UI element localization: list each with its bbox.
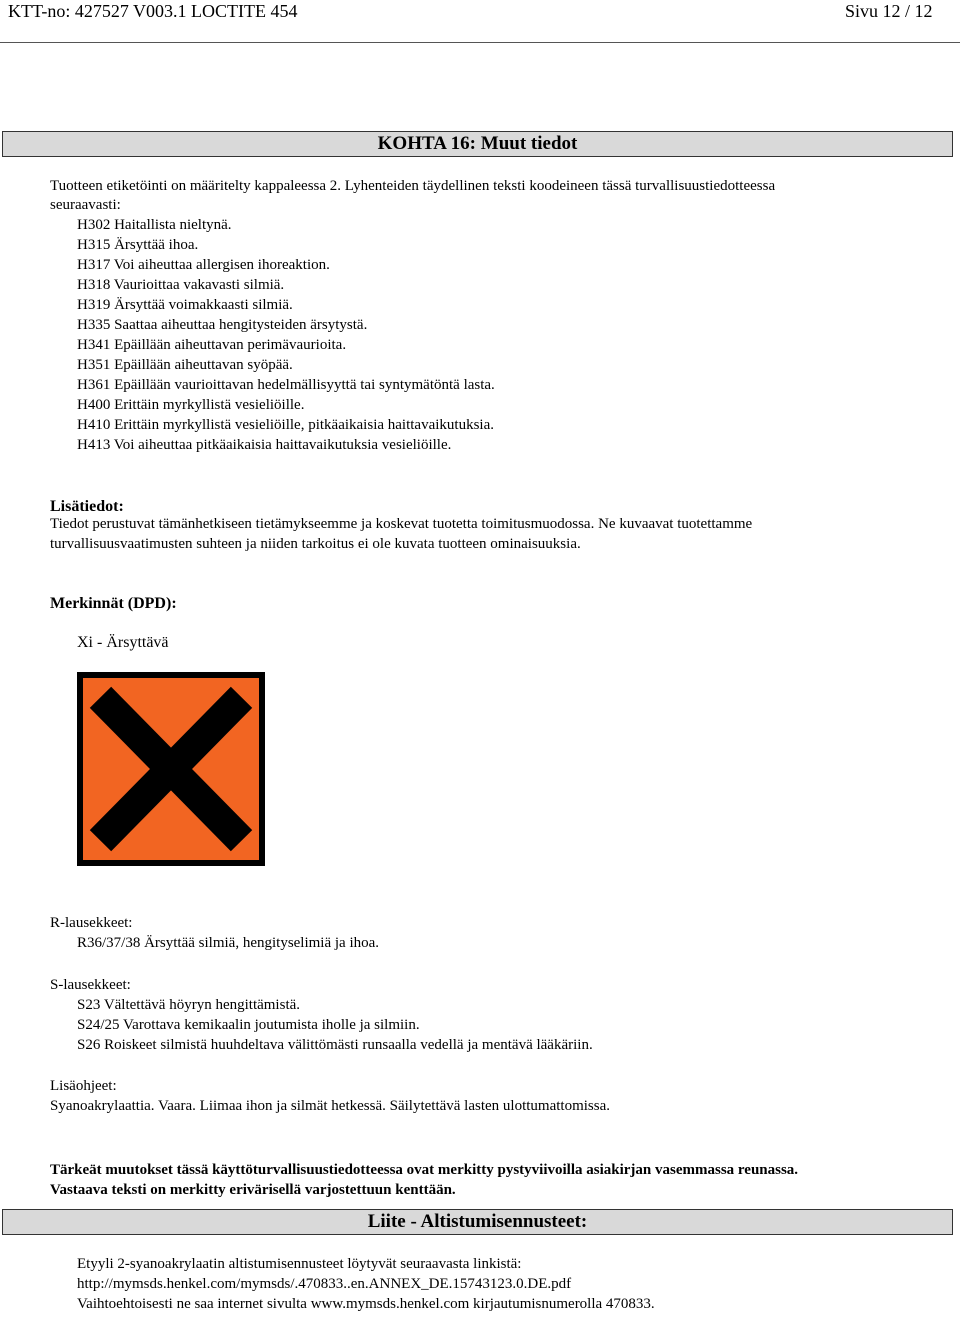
xi-irritant-cross-icon bbox=[83, 678, 259, 860]
s-phrase: S23 Vältettävä höyryn hengittämistä. bbox=[77, 997, 301, 1013]
annex-link[interactable]: http://mymsds.henkel.com/mymsds/.470833..en.ANNEX_DE.15743123.0.DE.pdf bbox=[77, 1276, 572, 1292]
r-phrases-heading: R-lausekkeet: bbox=[50, 915, 133, 931]
s-phrase: S26 Roiskeet silmistä huuhdeltava välittömästi runsaalla vedellä ja mentävä lääkäriin. bbox=[77, 1037, 593, 1053]
lisaohjeet-heading: Lisäohjeet: bbox=[50, 1078, 117, 1094]
changes-note-line-1: Tärkeät muutokset tässä käyttöturvallisuustiedotteessa ovat merkitty pystyviivoilla asiakirjan vasemmassa reunassa. bbox=[50, 1162, 799, 1178]
xi-irritant-pictogram bbox=[77, 672, 265, 866]
liite-section-title: Liite - Altistumisennusteet: bbox=[2, 1209, 953, 1235]
h-statement: H302 Haitallista nieltynä. bbox=[77, 217, 232, 233]
h-statement: H410 Erittäin myrkyllistä vesieliöille, pitkäaikaisia haittavaikutuksia. bbox=[77, 417, 494, 433]
changes-note-line-2: Vastaava teksti on merkitty erivärisellä varjostettuun kenttään. bbox=[50, 1182, 456, 1198]
h-statement: H318 Vaurioittaa vakavasti silmiä. bbox=[77, 277, 285, 293]
h-statement: H315 Ärsyttää ihoa. bbox=[77, 237, 199, 253]
hazard-symbol-label: Xi - Ärsyttävä bbox=[77, 634, 169, 651]
section-16-intro-line-2: seuraavasti: bbox=[50, 197, 121, 213]
h-statement: H351 Epäillään aiheuttavan syöpää. bbox=[77, 357, 293, 373]
lisaohjeet-text: Syanoakrylaattia. Vaara. Liimaa ihon ja silmät hetkessä. Säilytettävä lasten ulottumattomissa. bbox=[50, 1098, 610, 1114]
h-statement: H400 Erittäin myrkyllistä vesieliöille. bbox=[77, 397, 305, 413]
r-phrase: R36/37/38 Ärsyttää silmiä, hengityselimiä ja ihoa. bbox=[77, 935, 380, 951]
h-statement: H317 Voi aiheuttaa allergisen ihoreaktion. bbox=[77, 257, 330, 273]
header-divider bbox=[0, 42, 960, 43]
h-statement: H413 Voi aiheuttaa pitkäaikaisia haittavaikutuksia vesieliöille. bbox=[77, 437, 452, 453]
lisatiedot-line-2: turvallisuusvaatimusten suhteen ja niiden tarkoitus ei ole kuvata tuotteen ominaisuuksia. bbox=[50, 536, 581, 552]
h-statement: H341 Epäillään aiheuttavan perimävaurioita. bbox=[77, 337, 347, 353]
h-statement: H319 Ärsyttää voimakkaasti silmiä. bbox=[77, 297, 293, 313]
page-number: Sivu 12 / 12 bbox=[845, 1, 933, 21]
s-phrases-heading: S-lausekkeet: bbox=[50, 977, 131, 993]
lisatiedot-line-1: Tiedot perustuvat tämänhetkiseen tietämykseemme ja koskevat tuotetta toimitusmuodossa. Ne kuvaavat tuotettamme bbox=[50, 516, 753, 532]
s-phrase: S24/25 Varottava kemikaalin joutumista iholle ja silmiin. bbox=[77, 1017, 420, 1033]
liite-line-3: Vaihtoehtoisesti ne saa internet sivulta www.mymsds.henkel.com kirjautumisnumerolla 470833. bbox=[77, 1296, 655, 1312]
document-header-id: KTT-no: 427527 V003.1 LOCTITE 454 bbox=[8, 1, 298, 21]
section-16-title: KOHTA 16: Muut tiedot bbox=[2, 131, 953, 157]
liite-line-1: Etyyli 2-syanoakrylaatin altistumisennusteet löytyvät seuraavasta linkistä: bbox=[77, 1256, 522, 1272]
merkinnat-heading: Merkinnät (DPD): bbox=[50, 595, 177, 612]
section-16-intro-line-1: Tuotteen etiketöinti on määritelty kappaleessa 2. Lyhenteiden täydellinen teksti koodeineen tässä turvallisuustiedotteessa bbox=[50, 178, 776, 194]
lisatiedot-heading: Lisätiedot: bbox=[50, 498, 124, 515]
h-statement: H335 Saattaa aiheuttaa hengitysteiden ärsytystä. bbox=[77, 317, 368, 333]
h-statement: H361 Epäillään vaurioittavan hedelmällisyyttä tai syntymätöntä lasta. bbox=[77, 377, 495, 393]
